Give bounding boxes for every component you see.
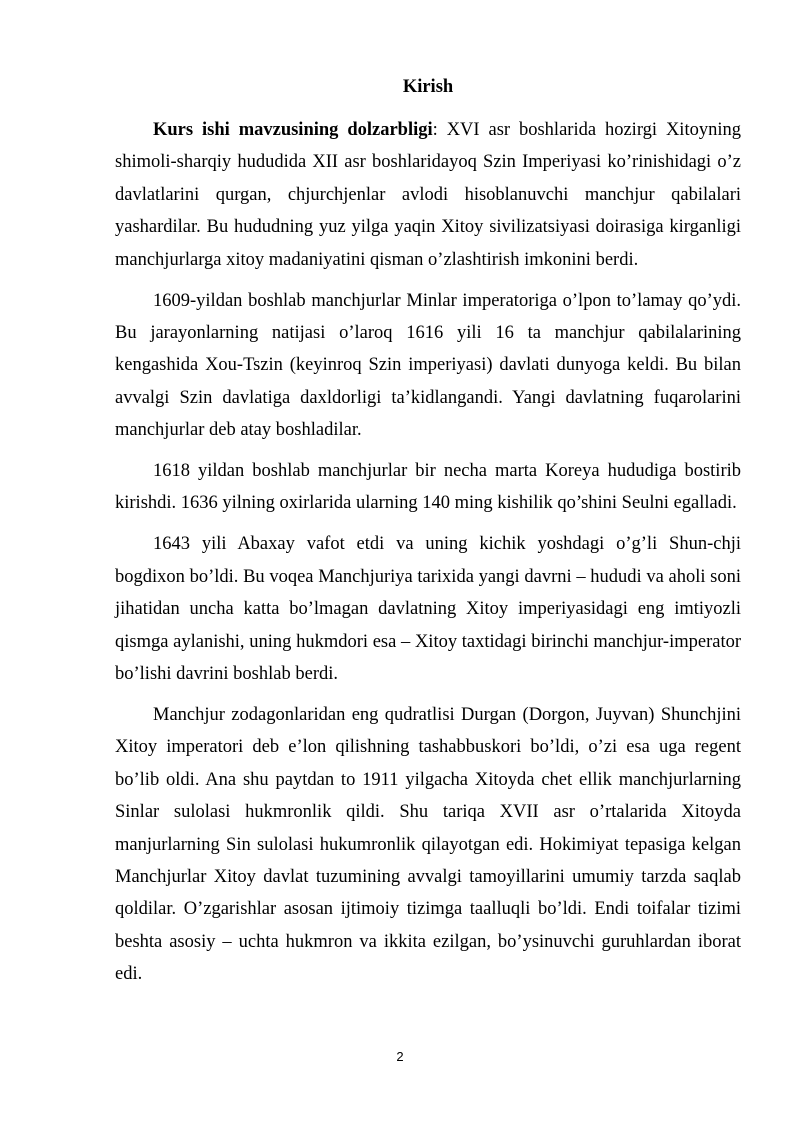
paragraph-3-text: 1618 yildan boshlab manchjurlar bir necha marta Koreya hududiga bostirib kirishdi. 1636 yilning oxirlarida ularning 140 ming kishilik qo’shini Seulni egalladi.: [115, 461, 741, 514]
page-number: 2: [396, 1049, 404, 1064]
paragraph-2-text: 1609-yildan boshlab manchjurlar Minlar imperatoriga o’lpon to’lamay qo’ydi. Bu jarayonlarning natijasi o’laroq 1616 yili 16 ta manchjur qabilalarining kengashida Xou-Tszin (keyinroq Szin imperiyasi) davlati dunyoga keldi. Bu bilan avvalgi Szin davlatiga daxldorligi ta’kidlangandi. Yangi davlatning fuqarolarini manchjurlar deb atay boshladilar.: [115, 290, 741, 441]
paragraph-1-lead: Kurs ishi mavzusining dolzarbligi: [153, 120, 433, 140]
paragraph-4-text: 1643 yili Abaxay vafot etdi va uning kichik yoshdagi o’g’li Shun-chji bogdixon bo’ldi. Bu voqea Manchjuriya tarixida yangi davrni – hududi va aholi soni jihatidan uncha katta bo’lmagan davlatning Xitoy imperiyasidagi eng imtiyozli qismga aylanishi, uning hukmdori esa – Xitoy taxtidagi birinchi manchjur-imperator bo’lishi davrini boshlab berdi.: [115, 534, 741, 684]
paragraph-2: [115, 285, 741, 447]
page-title: Kirish: [402, 77, 454, 97]
page-content: [115, 74, 741, 999]
paragraph-4: [115, 528, 741, 690]
paragraph-3: [115, 455, 741, 520]
paragraph-5: [115, 699, 741, 991]
paragraph-5-text: Manchjur zodagonlaridan eng qudratlisi Durgan (Dorgon, Juyvan) Shunchjini Xitoy imperatori deb e’lon qilishning tashabbuskori bo’ldi, o’zi esa uga regent bo’lib oldi. Ana shu paytdan to 1911 yilgacha Xitoyda chet ellik manchjurlarning Sinlar sulolasi hukmronlik qildi. Shu tariqa XVII asr o’rtalarida Xitoyda manjurlarning Sin sulolasi hukumronlik qilayotgan edi. Hokimiyat tepasiga kelgan Manchjurlar Xitoy davlat tuzumining avvalgi tamoyillarini umumiy tarzda saqlab qoldilar. O’zgarishlar asosan ijtimoiy tizimga taalluqli bo’ldi. Endi toifalar tizimi beshta asosiy – uchta hukmron va ikkita ezilgan, bo’ysinuvchi guruhlardan iborat edi.: [115, 704, 741, 985]
paragraph-1: [115, 114, 741, 276]
paragraph-1-text: : XVI asr boshlarida hozirgi Xitoyning shimoli-sharqiy hududida XII asr boshlaridayoq Szin Imperiyasi ko’rinishidagi o’z davlatlarini qurgan, chjurchjenlar avlodi hisoblanuvchi manchjur qabilalari yashardilar. Bu hududning yuz yilga yaqin Xitoy sivilizatsiyasi doirasiga kirganligi manchjurlarga xitoy madaniyatini qisman o’zlashtirish imkonini berdi.: [115, 120, 741, 270]
